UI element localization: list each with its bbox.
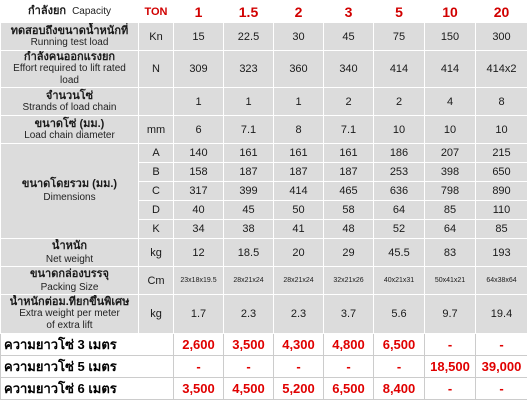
net-weight-label: น้ำหนัก Net weight bbox=[1, 239, 139, 267]
table-cell: 38 bbox=[224, 220, 274, 239]
table-cell: 20 bbox=[274, 239, 324, 267]
capacity-3: 2 bbox=[274, 1, 324, 23]
capacity-4: 3 bbox=[324, 1, 374, 23]
table-cell: 23x18x19.5 bbox=[174, 267, 224, 295]
table-cell: 30 bbox=[274, 23, 324, 51]
capacity-label: กำลังยก Capacity bbox=[1, 1, 139, 23]
dimension-row-a bbox=[1, 144, 527, 163]
price-cell: 6,500 bbox=[374, 334, 425, 356]
table-cell: 64x38x64 bbox=[476, 267, 527, 295]
table-cell: 650 bbox=[476, 163, 527, 182]
table-cell: 12 bbox=[174, 239, 224, 267]
price-cell: 8,400 bbox=[374, 378, 425, 400]
table-cell: 41 bbox=[274, 220, 324, 239]
price-row-label: ความยาวโซ่ 3 เมตร bbox=[1, 334, 174, 356]
table-cell: 10 bbox=[374, 116, 425, 144]
table-cell: 40x21x31 bbox=[374, 267, 425, 295]
table-cell: 15 bbox=[174, 23, 224, 51]
price-cell: - bbox=[425, 334, 476, 356]
table-cell: 1 bbox=[224, 88, 274, 116]
price-cell: - bbox=[476, 378, 527, 400]
table-cell: 414x2 bbox=[476, 51, 527, 88]
dimension-key: B bbox=[139, 163, 174, 182]
table-cell: 340 bbox=[324, 51, 374, 88]
price-cell: 39,000 bbox=[476, 356, 527, 378]
table-cell: 48 bbox=[324, 220, 374, 239]
table-cell: 7.1 bbox=[224, 116, 274, 144]
price-cell: 6,500 bbox=[324, 378, 374, 400]
price-cell: - bbox=[274, 356, 324, 378]
packing-size-unit: Cm bbox=[139, 267, 174, 295]
table-cell: 300 bbox=[476, 23, 527, 51]
table-cell: 253 bbox=[374, 163, 425, 182]
table-cell: 323 bbox=[224, 51, 274, 88]
price-cell: 18,500 bbox=[425, 356, 476, 378]
table-cell: 140 bbox=[174, 144, 224, 163]
table-cell: 52 bbox=[374, 220, 425, 239]
price-cell: - bbox=[425, 378, 476, 400]
extra-weight-row bbox=[1, 295, 527, 334]
table-cell: 110 bbox=[476, 201, 527, 220]
strands-label: จำนวนโซ่ Strands of load chain bbox=[1, 88, 139, 116]
table-cell: 2 bbox=[374, 88, 425, 116]
test-load-row bbox=[1, 23, 527, 51]
table-cell: 187 bbox=[324, 163, 374, 182]
strands-unit bbox=[139, 88, 174, 116]
table-cell: 890 bbox=[476, 182, 527, 201]
table-cell: 83 bbox=[425, 239, 476, 267]
table-cell: 5.6 bbox=[374, 295, 425, 334]
price-cell: - bbox=[324, 356, 374, 378]
table-cell: 360 bbox=[274, 51, 324, 88]
table-cell: 187 bbox=[274, 163, 324, 182]
table-cell: 19.4 bbox=[476, 295, 527, 334]
table-cell: 1 bbox=[174, 88, 224, 116]
capacity-header-row bbox=[1, 1, 527, 23]
table-cell: 150 bbox=[425, 23, 476, 51]
dimension-key: D bbox=[139, 201, 174, 220]
table-cell: 7.1 bbox=[324, 116, 374, 144]
table-cell: 45 bbox=[324, 23, 374, 51]
table-cell: 187 bbox=[224, 163, 274, 182]
price-cell: 3,500 bbox=[174, 378, 224, 400]
table-cell: 28x21x24 bbox=[274, 267, 324, 295]
table-cell: 2.3 bbox=[224, 295, 274, 334]
table-cell: 50 bbox=[274, 201, 324, 220]
net-weight-unit: kg bbox=[139, 239, 174, 267]
table-cell: 1.7 bbox=[174, 295, 224, 334]
table-cell: 58 bbox=[324, 201, 374, 220]
table-cell: 18.5 bbox=[224, 239, 274, 267]
table-cell: 193 bbox=[476, 239, 527, 267]
table-cell: 161 bbox=[324, 144, 374, 163]
price-cell: 4,300 bbox=[274, 334, 324, 356]
table-cell: 1 bbox=[274, 88, 324, 116]
table-cell: 465 bbox=[324, 182, 374, 201]
packing-size-label: ขนาดกล่องบรรจุ Packing Size bbox=[1, 267, 139, 295]
table-cell: 50x41x21 bbox=[425, 267, 476, 295]
table-cell: 798 bbox=[425, 182, 476, 201]
capacity-6: 10 bbox=[425, 1, 476, 23]
price-cell: 3,500 bbox=[224, 334, 274, 356]
chain-diameter-unit: mm bbox=[139, 116, 174, 144]
price-cell: - bbox=[374, 356, 425, 378]
table-cell: 8 bbox=[274, 116, 324, 144]
extra-weight-unit: kg bbox=[139, 295, 174, 334]
table-cell: 10 bbox=[476, 116, 527, 144]
table-cell: 414 bbox=[425, 51, 476, 88]
table-cell: 2.3 bbox=[274, 295, 324, 334]
price-cell: - bbox=[224, 356, 274, 378]
chain-diameter-label: ขนาดโซ่ (มม.) Load chain diameter bbox=[1, 116, 139, 144]
test-load-label: ทดสอบถึงขนาดน้ำหนักที่ Running test load bbox=[1, 23, 139, 51]
test-load-unit: Kn bbox=[139, 23, 174, 51]
price-cell: 4,800 bbox=[324, 334, 374, 356]
price-row-label: ความยาวโซ่ 6 เมตร bbox=[1, 378, 174, 400]
effort-row bbox=[1, 51, 527, 88]
table-cell: 636 bbox=[374, 182, 425, 201]
table-cell: 32x21x26 bbox=[324, 267, 374, 295]
effort-label: กำลังคนออกแรงยก Effort required to lift rated load bbox=[1, 51, 139, 88]
table-cell: 22.5 bbox=[224, 23, 274, 51]
table-cell: 161 bbox=[274, 144, 324, 163]
price-row-5m bbox=[1, 356, 527, 378]
price-row-6m bbox=[1, 378, 527, 400]
table-cell: 399 bbox=[224, 182, 274, 201]
price-cell: 4,500 bbox=[224, 378, 274, 400]
table-cell: 158 bbox=[174, 163, 224, 182]
table-cell: 309 bbox=[174, 51, 224, 88]
table-cell: 34 bbox=[174, 220, 224, 239]
table-cell: 6 bbox=[174, 116, 224, 144]
dimension-key: C bbox=[139, 182, 174, 201]
extra-weight-label: น้ำหนักต่อม.ที่ยกขึ้นพิเศษ Extra weight per meter of extra lift bbox=[1, 295, 139, 334]
price-cell: - bbox=[476, 334, 527, 356]
dimensions-label: ขนาดโดยรวม (มม.) Dimensions bbox=[1, 144, 139, 239]
table-cell: 8 bbox=[476, 88, 527, 116]
price-cell: 2,600 bbox=[174, 334, 224, 356]
net-weight-row bbox=[1, 239, 527, 267]
table-cell: 4 bbox=[425, 88, 476, 116]
table-cell: 2 bbox=[324, 88, 374, 116]
table-cell: 85 bbox=[476, 220, 527, 239]
capacity-7: 20 bbox=[476, 1, 527, 23]
table-cell: 3.7 bbox=[324, 295, 374, 334]
table-cell: 207 bbox=[425, 144, 476, 163]
table-cell: 414 bbox=[274, 182, 324, 201]
table-cell: 215 bbox=[476, 144, 527, 163]
capacity-5: 5 bbox=[374, 1, 425, 23]
capacity-2: 1.5 bbox=[224, 1, 274, 23]
table-cell: 398 bbox=[425, 163, 476, 182]
table-cell: 10 bbox=[425, 116, 476, 144]
table-cell: 40 bbox=[174, 201, 224, 220]
packing-size-row bbox=[1, 267, 527, 295]
table-cell: 45.5 bbox=[374, 239, 425, 267]
price-row-label: ความยาวโซ่ 5 เมตร bbox=[1, 356, 174, 378]
table-cell: 45 bbox=[224, 201, 274, 220]
table-cell: 85 bbox=[425, 201, 476, 220]
price-row-3m bbox=[1, 334, 527, 356]
table-cell: 28x21x24 bbox=[224, 267, 274, 295]
dimension-key: K bbox=[139, 220, 174, 239]
effort-unit: N bbox=[139, 51, 174, 88]
table-cell: 317 bbox=[174, 182, 224, 201]
capacity-unit: TON bbox=[139, 1, 174, 23]
table-cell: 75 bbox=[374, 23, 425, 51]
table-cell: 9.7 bbox=[425, 295, 476, 334]
strands-row bbox=[1, 88, 527, 116]
table-cell: 29 bbox=[324, 239, 374, 267]
table-cell: 64 bbox=[374, 201, 425, 220]
table-cell: 414 bbox=[374, 51, 425, 88]
table-cell: 161 bbox=[224, 144, 274, 163]
capacity-1: 1 bbox=[174, 1, 224, 23]
price-cell: 5,200 bbox=[274, 378, 324, 400]
chain-diameter-row bbox=[1, 116, 527, 144]
price-cell: - bbox=[174, 356, 224, 378]
table-cell: 186 bbox=[374, 144, 425, 163]
dimension-key: A bbox=[139, 144, 174, 163]
table-cell: 64 bbox=[425, 220, 476, 239]
